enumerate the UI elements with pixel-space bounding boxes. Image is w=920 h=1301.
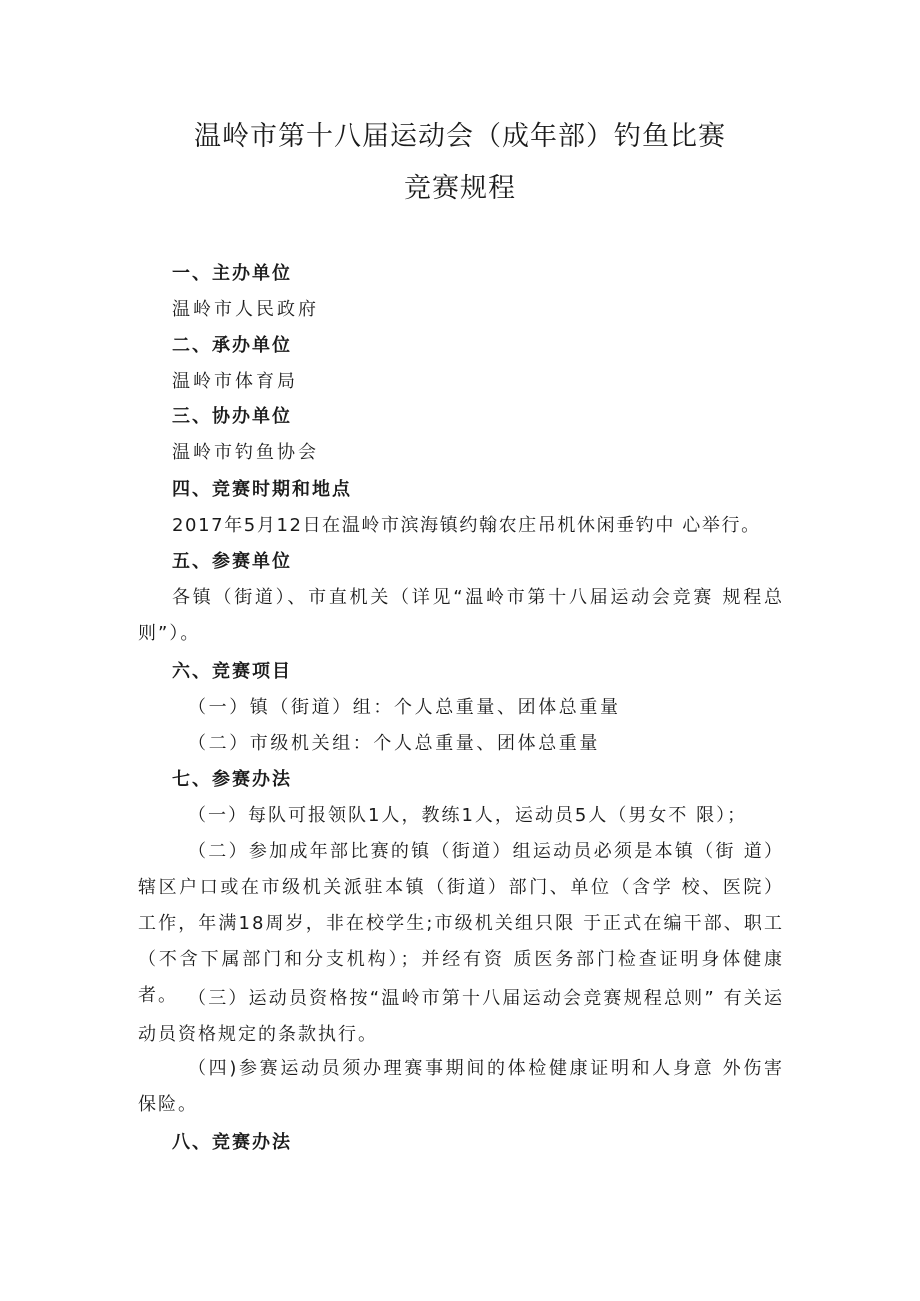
section-7-item-4: （四)参赛运动员须办理赛事期间的体检健康证明和人身意 外伤害保险。 bbox=[138, 1058, 784, 1115]
section-6-item-1: （一）镇（街道）组：个人总重量、团体总重量 bbox=[188, 697, 621, 718]
section-2-heading: 二、承办单位 bbox=[172, 335, 292, 356]
section-5-heading: 五、参赛单位 bbox=[172, 551, 292, 572]
section-7-item-1: （一）每队可报领队1人，教练1人，运动员5人（男女不 限）； bbox=[188, 805, 748, 826]
section-5-body: 各镇（街道）、市直机关（详见“温岭市第十八届运动会竞赛 规程总则”）。 bbox=[138, 587, 784, 644]
section-1-heading: 一、主办单位 bbox=[172, 263, 292, 284]
section-2-body: 温岭市体育局 bbox=[172, 371, 298, 392]
section-7-item-2: （二）参加成年部比赛的镇（街道）组运动员必须是本镇（街 道）辖区户口或在市级机关派驻本镇（街道）部门、单位（含学 校、医院）工作，年满18周岁，非在校学生;市级机关组只限 于正式在编干部、职工（不含下属部门和分支机构）；并经有资 质医务部门检查证明身体健康者。 bbox=[138, 841, 784, 1006]
document-subtitle: 竞赛规程 bbox=[404, 173, 516, 204]
section-4-heading: 四、竞赛时期和地点 bbox=[172, 479, 352, 500]
section-8-heading: 八、竞赛办法 bbox=[172, 1132, 292, 1153]
section-7-heading: 七、参赛办法 bbox=[172, 769, 292, 790]
section-6-heading: 六、竞赛项目 bbox=[172, 661, 292, 682]
section-1-body: 温岭市人民政府 bbox=[172, 299, 319, 320]
section-6-item-2: （二）市级机关组：个人总重量、团体总重量 bbox=[188, 733, 600, 754]
section-3-body: 温岭市钓鱼协会 bbox=[172, 442, 319, 463]
document-title: 温岭市第十八届运动会（成年部）钓鱼比赛 bbox=[194, 121, 726, 152]
section-7-item-3: （三）运动员资格按“温岭市第十八届运动会竞赛规程总则” 有关运动员资格规定的条款执行。 bbox=[138, 988, 784, 1045]
section-3-heading: 三、协办单位 bbox=[172, 406, 292, 427]
section-4-body: 2017年5月12日在温岭市滨海镇约翰农庄吊机休闲垂钓中 心举行。 bbox=[172, 515, 761, 536]
